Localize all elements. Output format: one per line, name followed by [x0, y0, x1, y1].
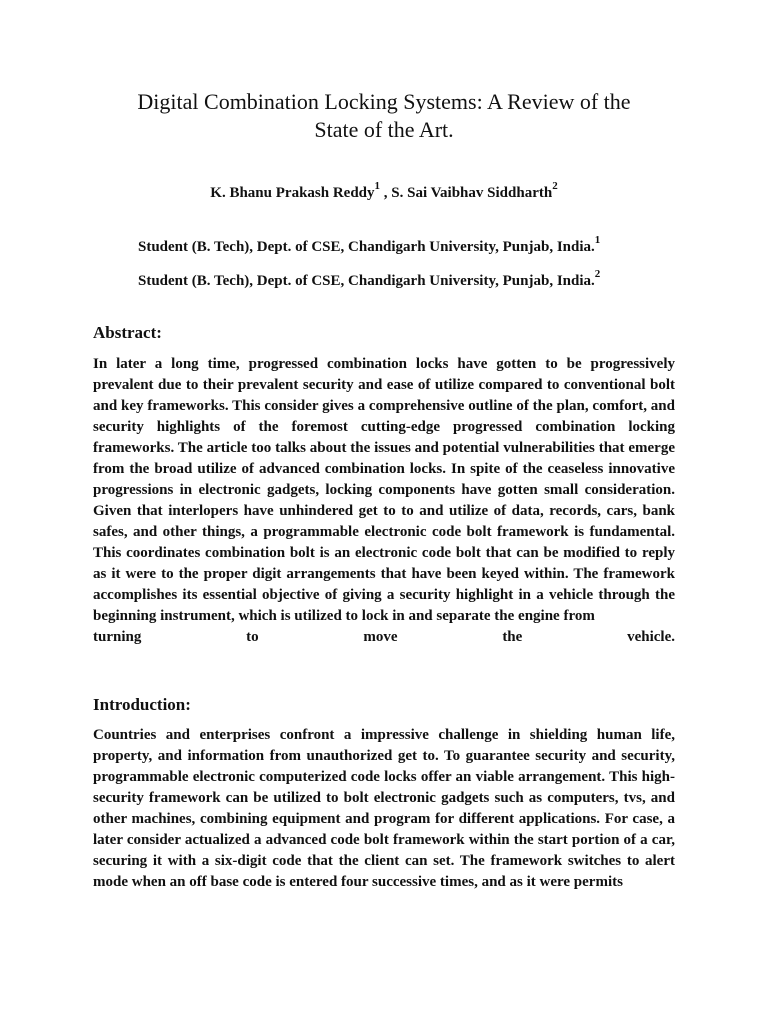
author-separator: ,	[380, 185, 392, 201]
title-line-2: State of the Art.	[314, 117, 454, 142]
author-1-marker: 1	[374, 180, 381, 192]
author-line	[0, 182, 768, 202]
paper-title	[60, 88, 708, 144]
author-2-marker: 2	[552, 180, 558, 192]
abstract-word: to	[246, 629, 259, 645]
abstract-last-line	[93, 627, 675, 648]
author-2: S. Sai Vaibhav Siddharth	[391, 185, 553, 201]
abstract-text: In later a long time, progressed combination locks have gotten to be progressively prevalent due to their prevalent security and ease of utilize compared to conventional bolt and key frameworks. This consider gives a comprehensive outline of the plan, comfort, and security highlights of the foremost cutting-edge progressed combination locking frameworks. The article too talks about the issues and potential vulnerabilities that emerge from the broad utilize of advanced combination locks. In spite of the ceaseless innovative progressions in electronic gadgets, locking components have gotten small consideration. Given that interlopers have unhindered get to to and utilize of data, records, cars, bank safes, and other things, a programmable electronic code bolt framework is fundamental. This coordinates combination bolt is an electronic code bolt that can be modified to reply as it were to the proper digit arrangements that have been keyed within. The framework accomplishes its essential objective of giving a security highlight in a vehicle through the beginning instrument, which is utilized to lock in and separate the engine from	[93, 356, 675, 624]
affiliation-1-text: Student (B. Tech), Dept. of CSE, Chandigarh University, Punjab, India.	[138, 239, 595, 255]
abstract-heading: Abstract:	[93, 323, 162, 342]
abstract-word: the	[502, 629, 523, 645]
abstract-word: turning	[93, 629, 142, 645]
abstract-word: vehicle.	[627, 629, 675, 645]
affiliation-1-marker: 1	[594, 234, 601, 246]
introduction-body: Countries and enterprises confront a impressive challenge in shielding human life, property, and information from unauthorized get to. To guarantee security and security, programmable electronic computerized code locks offer an viable arrangement. This high-security framework can be utilized to bolt electronic gadgets such as computers, tvs, and other machines, combining equipment and program for different applications. For case, a later consider actualized a advanced code bolt framework within the start portion of a car, securing it with a six-digit code that the client can set. The framework switches to alert mode when an off base code is entered four successive times, and as it were permits	[93, 727, 675, 890]
affiliation-2-text: Student (B. Tech), Dept. of CSE, Chandigarh University, Punjab, India.	[138, 273, 595, 289]
introduction-heading: Introduction:	[93, 695, 191, 714]
affiliation-2-marker: 2	[594, 268, 601, 280]
author-1: K. Bhanu Prakash Reddy	[210, 185, 375, 201]
abstract-word: move	[363, 629, 398, 645]
affiliation-2	[138, 270, 600, 290]
affiliation-1	[138, 236, 600, 256]
title-line-1: Digital Combination Locking Systems: A Review of the	[137, 89, 631, 114]
abstract-body	[93, 354, 675, 648]
